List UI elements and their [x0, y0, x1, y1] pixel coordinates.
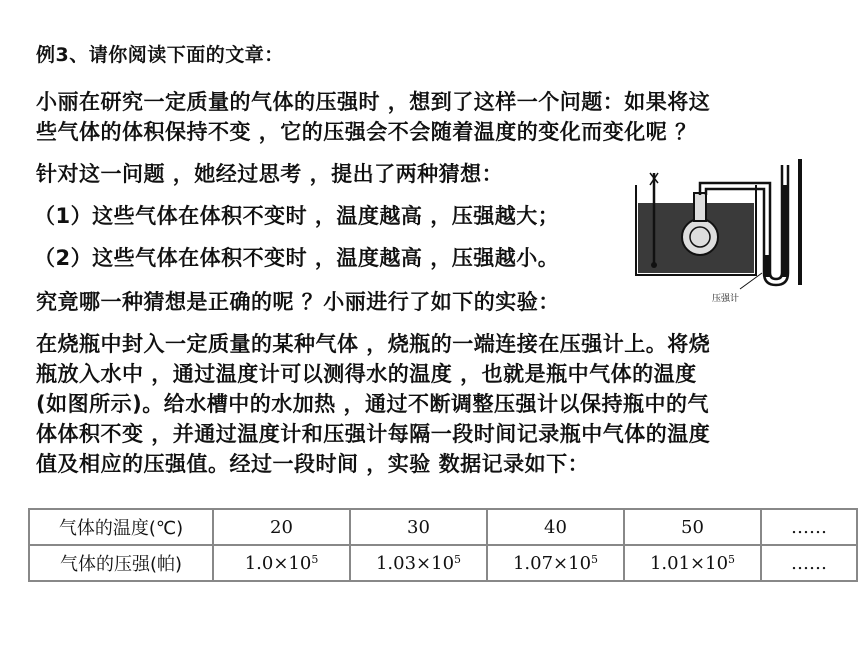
table-cell — [487, 545, 624, 581]
example-title: 例3、请你阅读下面的文章： — [36, 44, 284, 66]
paragraph1-line2: 些气体的体积保持不变 ，它的压强会不会随着温度的变化而变化呢 ？ — [36, 120, 697, 144]
table-cell: …… — [761, 545, 857, 581]
table-cell — [350, 545, 487, 581]
table-cell: …… — [761, 509, 857, 545]
table-cell: 40 — [487, 509, 624, 545]
pressure-exponent: 5 — [311, 552, 319, 566]
paragraph3-line1: 在烧瓶中封入一定质量的某种气体 ，烧瓶的一端连接在压强计上。将烧 — [36, 332, 711, 356]
hypothesis-1: （1）这些气体在体积不变时 ，温度越高 ，压强越大； — [34, 204, 560, 228]
table-row — [29, 545, 857, 581]
hypothesis-2: （2）这些气体在体积不变时 ，温度越高 ，压强越小。 — [34, 246, 560, 270]
paragraph2-intro: 针对这一问题 ，她经过思考 ，提出了两种猜想： — [36, 162, 504, 186]
pressure-exponent: 5 — [591, 552, 599, 566]
pressure-value: 1.01×10 — [649, 552, 729, 574]
pressure-value: 1.07×10 — [512, 552, 592, 574]
pressure-value: 1.03×10 — [375, 552, 455, 574]
table-cell: 30 — [350, 509, 487, 545]
pressure-exponent: 5 — [728, 552, 736, 566]
temperature-header: 气体的温度(℃) — [29, 509, 213, 545]
pressure-exponent: 5 — [454, 552, 462, 566]
pressure-value: 1.0×10 — [244, 552, 312, 574]
table-cell — [624, 545, 761, 581]
paragraph3-line2: 瓶放入水中 ，通过温度计可以测得水的温度 ，也就是瓶中气体的温度 — [36, 362, 697, 386]
apparatus-figure — [630, 155, 815, 305]
table-row — [29, 509, 857, 545]
table-cell: 20 — [213, 509, 350, 545]
paragraph1-line1: 小丽在研究一定质量的气体的压强时 ，想到了这样一个问题：如果将这 — [36, 90, 711, 114]
pressure-header: 气体的压强(帕) — [29, 545, 213, 581]
paragraph3-line5: 值及相应的压强值。经过一段时间 ，实验 数据记录如下： — [36, 452, 590, 476]
figure-label: 压强计 — [712, 294, 740, 304]
data-table — [28, 508, 858, 582]
table-cell — [213, 545, 350, 581]
question-line: 究竟哪一种猜想是正确的呢 ？小丽进行了如下的实验： — [36, 290, 560, 314]
table-cell: 50 — [624, 509, 761, 545]
paragraph3-line4: 体体积不变 ，并通过温度计和压强计每隔一段时间记录瓶中气体的温度 — [36, 422, 711, 446]
flask — [682, 193, 718, 255]
paragraph3-line3: (如图所示)。给水槽中的水加热 ，通过不断调整压强计以保持瓶中的气 — [36, 392, 710, 416]
